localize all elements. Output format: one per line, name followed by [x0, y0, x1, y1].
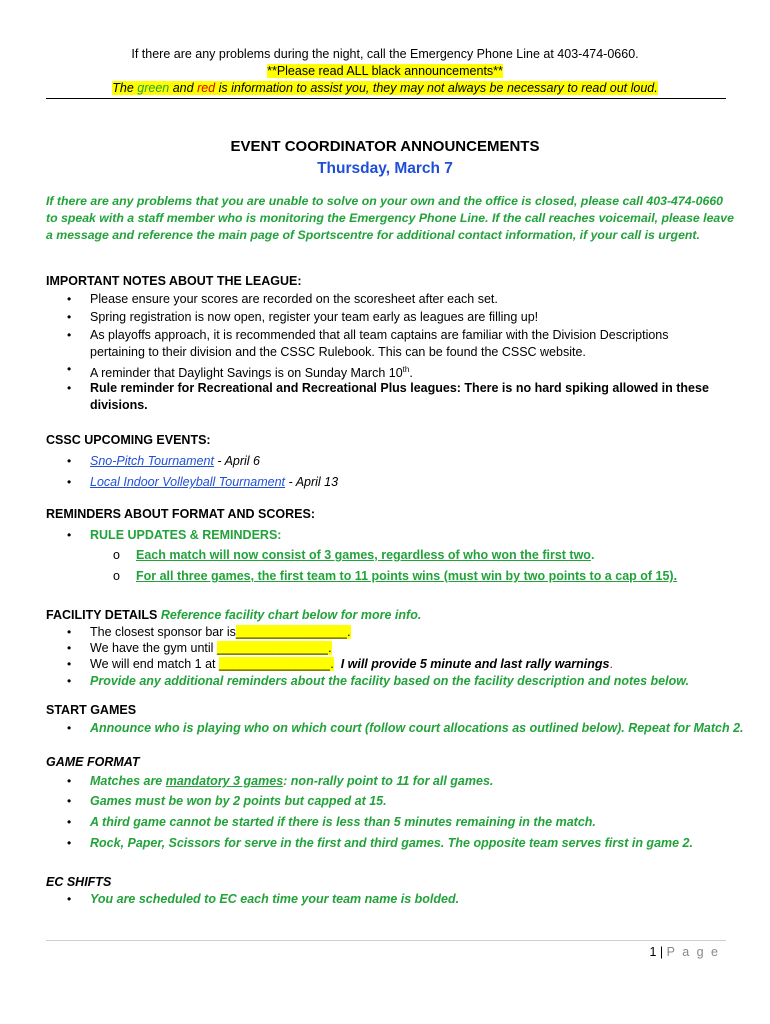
page-label: P a g e [666, 945, 720, 959]
bullet-icon: • [67, 310, 72, 324]
start-games-heading: START GAMES [46, 703, 137, 717]
league-note-rule: Rule reminder for Recreational and Recreational Plus leagues: There is no hard spiking allowed in these [90, 381, 709, 395]
bullet-icon: • [67, 721, 72, 735]
format-underlined: mandatory 3 games [165, 774, 284, 788]
league-note-continued: pertaining to their division and the CSSC Rulebook. This can be found the CSSC website. [90, 345, 586, 359]
header-color-note [112, 81, 657, 95]
header-divider [46, 98, 726, 99]
sno-pitch-link[interactable]: Sno-Pitch Tournament [90, 454, 214, 468]
header-line-3 [0, 80, 770, 97]
bullet-icon: • [67, 674, 72, 688]
bullet-icon: • [67, 475, 72, 489]
league-note: Spring registration is now open, register your team early as leagues are filling up! [90, 310, 539, 324]
bullet-icon: • [67, 794, 72, 808]
league-note: Please ensure your scores are recorded on the scoresheet after each set. [90, 292, 498, 306]
sub-bullet-icon: o [113, 569, 120, 583]
facility-gym-line: We have the gym until ________________. [90, 641, 332, 655]
bullet-icon: • [67, 528, 72, 542]
event-item [90, 453, 260, 470]
header-note-text-b: and [169, 81, 198, 95]
event-item [90, 474, 338, 491]
header-note-text-a: The [112, 81, 138, 95]
header-note-text-c: is information to assist you, they may not always be necessary to read out loud. [215, 81, 658, 95]
facility-bar-line: The closest sponsor bar is________________. [90, 625, 351, 639]
game-format-item [90, 773, 493, 790]
bullet-icon: • [67, 892, 72, 906]
end-match-blank: ________________ [219, 657, 331, 671]
facility-end-text: We will end match 1 at [90, 657, 216, 671]
format-text: Matches are [90, 774, 166, 788]
rule-update-text: Each match will now consist of 3 games, regardless of who won the first two [136, 548, 591, 562]
bullet-icon: • [67, 657, 72, 671]
facility-end-line: We will end match 1 at ________________. I will provide 5 minute and last rally warnings. [90, 657, 613, 671]
intro-line: to speak with a staff member who is monitoring the Emergency Phone Line. If the call reaches voicemail, please leave [46, 211, 734, 225]
game-format-heading: GAME FORMAT [46, 755, 140, 769]
rule-updates-item: RULE UPDATES & REMINDERS: [90, 528, 282, 542]
league-note-daylight [90, 361, 413, 382]
warnings-note: I will provide 5 minute and last rally warnings [340, 657, 610, 671]
game-format-item: Rock, Paper, Scissors for serve in the first and third games. The opposite team serves first in game 2. [90, 836, 693, 850]
league-note-rule-continued: divisions. [90, 398, 148, 412]
game-format-item: Games must be won by 2 points but capped at 15. [90, 794, 387, 808]
footer-separator: | [656, 945, 667, 959]
header-line-2 [0, 63, 770, 80]
intro-line: a message and reference the main page of Sportscentre for additional contact information, if your call is urgent. [46, 228, 700, 242]
page-footer [649, 945, 720, 959]
intro-line: If there are any problems that you are unable to solve on your own and the office is closed, please call 403-474-0660 [46, 194, 724, 208]
format-text: : non-rally point to 11 for all games. [283, 774, 494, 788]
header-note-green: green [137, 81, 170, 95]
daylight-text: A reminder that Daylight Savings is on Sunday March 10 [90, 366, 403, 381]
rule-update-line: For all three games, the first team to 11 points wins (must win by two points to a cap of 15). [136, 569, 678, 583]
bullet-icon: • [67, 328, 72, 342]
page-number: 1 [649, 945, 657, 959]
header-read-all: **Please read ALL black announcements** [267, 64, 503, 78]
ec-shifts-item: You are scheduled to EC each time your team name is bolded. [90, 892, 460, 906]
start-games-item: Announce who is playing who on which court (follow court allocations as outlined below). Repeat for Match 2. [90, 721, 744, 735]
event-date: - April 13 [285, 475, 339, 489]
reminders-heading: REMINDERS ABOUT FORMAT AND SCORES: [46, 507, 315, 521]
page-date: Thursday, March 7 [317, 160, 453, 177]
bullet-icon: • [67, 641, 72, 655]
bullet-icon: • [67, 454, 72, 468]
game-format-item: A third game cannot be started if there is less than 5 minutes remaining in the match. [90, 815, 596, 829]
facility-bar-text: The closest sponsor bar is [90, 625, 236, 639]
facility-provide-line: Provide any additional reminders about the facility based on the facility description and notes below. [90, 674, 689, 688]
daylight-period: . [409, 366, 413, 381]
bullet-icon: • [67, 774, 72, 788]
bullet-icon: • [67, 836, 72, 850]
facility-heading-note: Reference facility chart below for more info. [157, 608, 422, 622]
bullet-icon: • [67, 381, 72, 395]
facility-heading-text: FACILITY DETAILS [46, 608, 158, 622]
facility-gym-text: We have the gym until [90, 641, 214, 655]
events-heading: CSSC UPCOMING EVENTS: [46, 433, 211, 447]
daylight-superscript: th [402, 365, 410, 374]
footer-divider [46, 940, 726, 941]
gym-until-blank: ________________ [216, 641, 329, 655]
header-note-red: red [197, 81, 216, 95]
sub-bullet-icon: o [113, 548, 120, 562]
league-note: As playoffs approach, it is recommended that all team captains are familiar with the Division Descriptions [90, 328, 669, 342]
header-line-1: If there are any problems during the night, call the Emergency Phone Line at 403-474-0660. [131, 47, 639, 61]
bullet-icon: • [67, 292, 72, 306]
sponsor-bar-blank: ________________ [235, 625, 348, 639]
ec-shifts-heading: EC SHIFTS [46, 875, 112, 889]
facility-heading [46, 607, 421, 624]
page-title: EVENT COORDINATOR ANNOUNCEMENTS [230, 138, 540, 155]
bullet-icon: • [67, 815, 72, 829]
bullet-icon: • [67, 362, 72, 376]
league-notes-heading: IMPORTANT NOTES ABOUT THE LEAGUE: [46, 274, 302, 288]
event-date: - April 6 [213, 454, 260, 468]
intro-paragraph [46, 193, 736, 244]
bullet-icon: • [67, 625, 72, 639]
rule-update-line: Each match will now consist of 3 games, regardless of who won the first two. [136, 548, 595, 562]
volleyball-tournament-link[interactable]: Local Indoor Volleyball Tournament [90, 475, 286, 489]
